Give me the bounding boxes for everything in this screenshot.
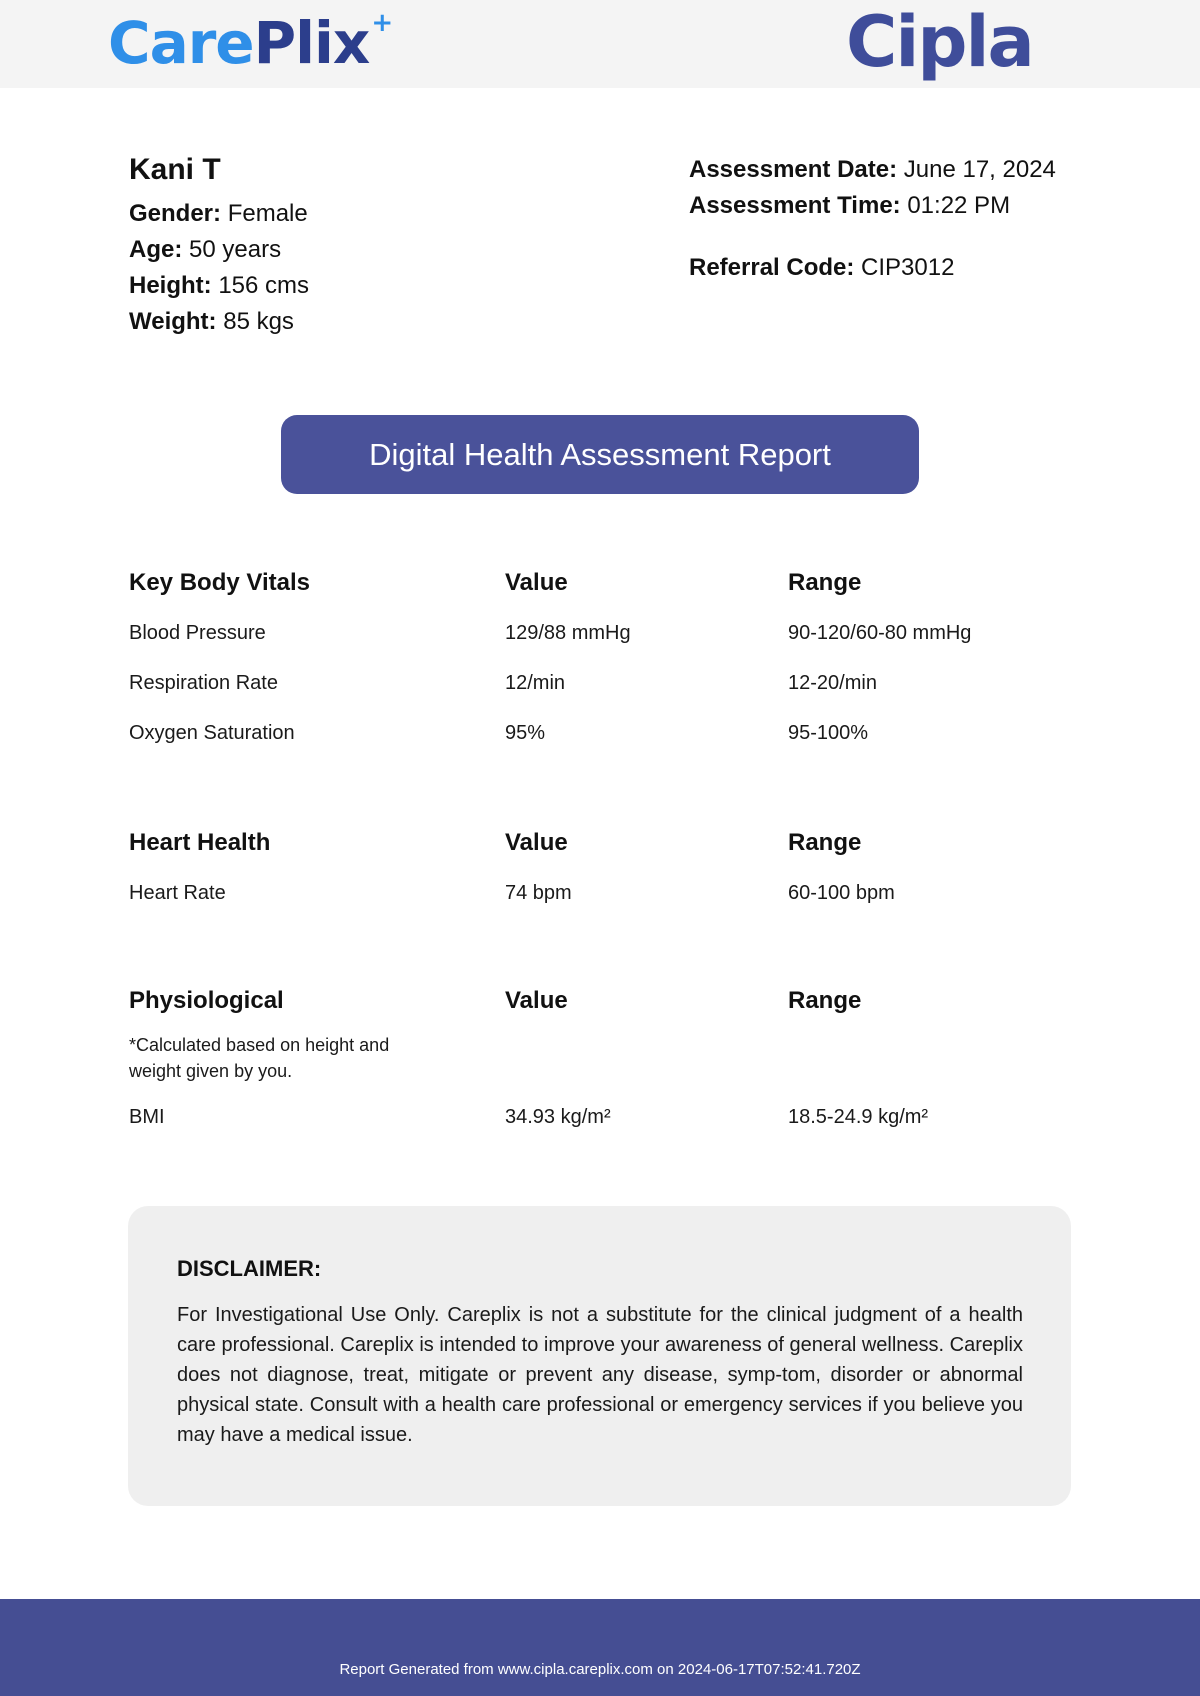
height-field xyxy=(129,268,309,304)
vitals-range-header: Range xyxy=(788,569,862,596)
vitals-heading: Key Body Vitals xyxy=(129,569,310,596)
heart-header-row xyxy=(129,818,1071,868)
cipla-logo: Cipla xyxy=(846,1,1033,83)
heart-heading: Heart Health xyxy=(129,829,271,856)
vitals-value-header: Value xyxy=(505,569,568,596)
vital-name: Respiration Rate xyxy=(129,672,278,694)
physiological-section xyxy=(129,976,1071,1142)
patient-info xyxy=(129,152,309,340)
physiological-header-row xyxy=(129,976,1071,1026)
assessment-time-field xyxy=(689,188,1056,224)
gender-field xyxy=(129,196,309,232)
footer-text: Report Generated from www.cipla.careplix.com on 2024-06-17T07:52:41.720Z xyxy=(339,1661,861,1678)
gender-value: Female xyxy=(227,200,308,227)
assessment-date-value: June 17, 2024 xyxy=(903,156,1056,183)
vital-value: 12/min xyxy=(505,672,566,694)
referral-code-value: CIP3012 xyxy=(861,254,955,281)
assessment-time-label: Assessment Time: xyxy=(689,192,901,219)
heart-metric-range: 60-100 bpm xyxy=(788,882,895,904)
disclaimer-title: DISCLAIMER: xyxy=(177,1256,322,1281)
heart-range-header: Range xyxy=(788,829,862,856)
assessment-time-value: 01:22 PM xyxy=(907,192,1011,219)
table-row xyxy=(129,658,1071,708)
weight-label: Weight: xyxy=(129,308,217,335)
assessment-date-field xyxy=(689,152,1056,188)
referral-code-field xyxy=(689,250,1056,286)
referral-code-label: Referral Code: xyxy=(689,254,855,281)
vital-value: 129/88 mmHg xyxy=(505,622,631,644)
footer-band xyxy=(0,1599,1200,1696)
vital-name: Oxygen Saturation xyxy=(129,722,295,744)
assessment-date-label: Assessment Date: xyxy=(689,156,898,183)
height-label: Height: xyxy=(129,272,212,299)
table-row xyxy=(129,608,1071,658)
vitals-header-row xyxy=(129,558,1071,608)
bmi-name: BMI xyxy=(129,1106,165,1128)
heart-value-header: Value xyxy=(505,829,568,856)
table-row xyxy=(129,868,1071,918)
physiological-range-header: Range xyxy=(788,987,862,1014)
physiological-value-header: Value xyxy=(505,987,568,1014)
physiological-heading: Physiological xyxy=(129,987,284,1014)
gender-label: Gender: xyxy=(129,200,222,227)
bmi-note: *Calculated based on height and weight given by you. xyxy=(129,1035,390,1081)
bmi-value: 34.93 kg/m² xyxy=(505,1106,611,1128)
heart-metric-name: Heart Rate xyxy=(129,882,226,904)
vital-range: 12-20/min xyxy=(788,672,877,694)
age-field xyxy=(129,232,309,268)
careplix-logo-care: Care xyxy=(108,9,254,77)
height-value: 156 cms xyxy=(218,272,310,299)
heart-metric-value: 74 bpm xyxy=(505,882,572,904)
weight-field xyxy=(129,304,309,340)
vitals-section xyxy=(129,558,1071,758)
table-row xyxy=(129,708,1071,758)
vital-range: 95-100% xyxy=(788,722,869,744)
patient-name: Kani T xyxy=(129,153,221,186)
careplix-logo xyxy=(108,8,392,78)
careplix-logo-plix: Plix xyxy=(253,9,370,77)
assessment-info xyxy=(689,152,1056,286)
vital-name: Blood Pressure xyxy=(129,622,266,644)
age-label: Age: xyxy=(129,236,183,263)
vital-range: 90-120/60-80 mmHg xyxy=(788,622,972,644)
careplix-logo-plus: + xyxy=(371,8,393,38)
bmi-range: 18.5-24.9 kg/m² xyxy=(788,1106,929,1128)
heart-section xyxy=(129,818,1071,918)
table-row xyxy=(129,1092,1071,1142)
disclaimer-box xyxy=(128,1206,1071,1506)
report-title-banner: Digital Health Assessment Report xyxy=(281,415,919,494)
age-value: 50 years xyxy=(189,236,282,263)
vital-value: 95% xyxy=(505,722,546,744)
weight-value: 85 kgs xyxy=(223,308,294,335)
disclaimer-body: For Investigational Use Only. Careplix is not a substitute for the clinical judgment of a health care professional. Careplix is intended to improve your awareness of general wellness. Careplix does not diagnose, treat, mitigate or prevent any disease, symp-tom, disorder or abnormal physical state. Consult with a health care professional or emergency services if you believe you may have a medical issue. xyxy=(177,1304,1023,1446)
